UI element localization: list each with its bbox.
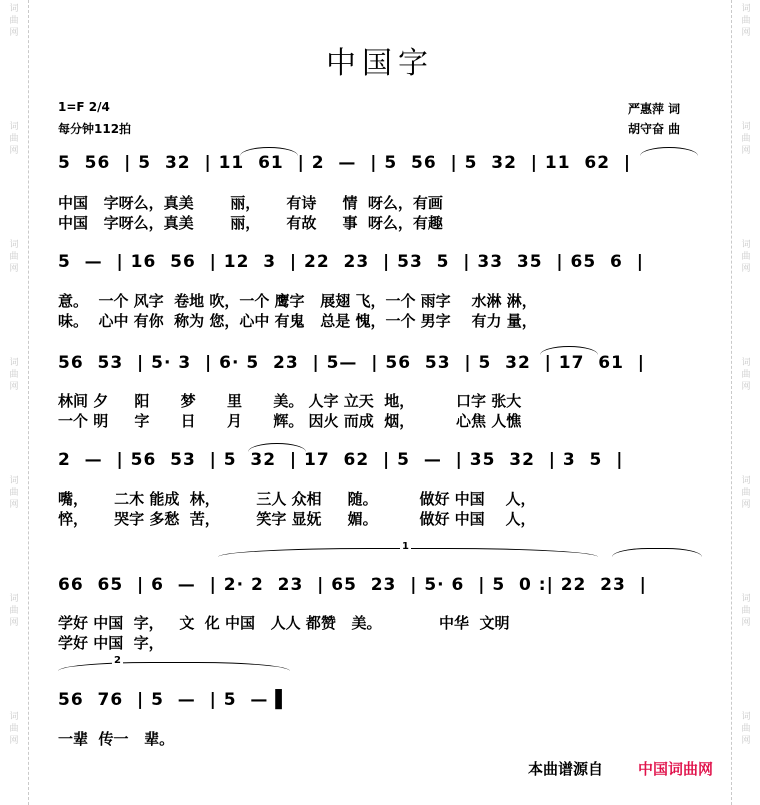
watermark-char: 网 [9,618,19,628]
notation-row-6: 56 76 | 5 — | 5 — ▌ [58,690,290,710]
song-title: 中国字 [326,46,434,81]
lyric-row-6-verse-1: 一辈 传一 辈。 [58,730,175,748]
watermark-char: 网 [9,382,19,392]
watermark-char: 网 [741,618,751,628]
watermark-char: 曲 [741,252,751,262]
left-watermark-column [0,0,29,805]
lyric-row-4-verse-2: 悴， 哭字 多愁 苦， 笑字 显妩 媚。 做好 中国 人， [58,510,536,528]
watermark-char: 网 [9,146,19,156]
lyric-row-5-verse-1: 学好 中国 字， 文 化 中国 人人 都赞 美。 中华 文明 [58,614,510,632]
watermark-char: 词 [741,358,751,368]
lyric-row-2-verse-1: 意。 一个 风字 卷地 吹，一个 鹰字 展翅 飞，一个 雨字 水淋 淋， [58,292,537,310]
slur [540,346,598,355]
watermark-char: 曲 [741,16,751,26]
watermark-char: 曲 [741,488,751,498]
watermark-char: 网 [741,500,751,510]
watermark-char: 曲 [9,724,19,734]
watermark-char: 词 [9,358,19,368]
watermark-char: 网 [9,500,19,510]
lyric-row-1-verse-2: 中国 字呀么，真美 丽， 有故 事 呀么，有趣 [58,214,443,232]
watermark-char: 曲 [9,252,19,262]
second-ending-number: 2 [114,655,121,666]
notation-row-4: 2 — | 56 53 | 5 32 | 17 62 | 5 — | 35 32 | 3 5 | [58,450,624,470]
right-watermark-column [731,0,760,805]
watermark-char: 网 [9,264,19,274]
lyric-row-2-verse-2: 味。 心中 有你 称为 您，心中 有鬼 总是 愧，一个 男字 有力 量， [58,312,537,330]
watermark-char: 词 [9,240,19,250]
watermark-char: 词 [9,712,19,722]
lyric-row-3-verse-1: 林间 夕 阳 梦 里 美。 人字 立天 地， 口字 张大 [58,392,522,410]
second-ending-bracket [58,662,290,671]
watermark-char: 网 [741,264,751,274]
composer-credit: 胡守奋 曲 [628,122,681,136]
notation-row-1: 5 56 | 5 32 | 11 61 | 2 — | 5 56 | 5 32 | 11 62 | [58,153,632,173]
watermark-char: 曲 [741,606,751,616]
watermark-char: 词 [9,594,19,604]
watermark-char: 词 [741,594,751,604]
lyricist-credit: 严惠萍 词 [628,102,681,116]
lyric-row-5-verse-2: 学好 中国 字， [58,634,164,652]
watermark-char: 曲 [9,370,19,380]
watermark-char: 曲 [741,370,751,380]
watermark-char: 曲 [9,488,19,498]
notation-row-3: 56 53 | 5· 3 | 6· 5 23 | 5— | 56 53 | 5 32 | 17 61 | [58,353,645,373]
watermark-char: 网 [741,146,751,156]
watermark-char: 曲 [741,724,751,734]
watermark-char: 词 [9,4,19,14]
slur [240,147,298,156]
watermark-char: 网 [741,28,751,38]
tempo-marking: 每分钟112拍 [58,122,132,136]
watermark-char: 网 [9,28,19,38]
lyric-row-3-verse-2: 一个 明 字 日 月 辉。 因火 而成 烟， 心焦 人憔 [58,412,522,430]
key-signature: 1=F 2/4 [58,100,110,114]
slur [248,443,306,452]
watermark-char: 曲 [741,134,751,144]
slur [640,147,698,156]
watermark-char: 网 [9,736,19,746]
lyric-row-4-verse-1: 嘴， 二木 能成 林， 三人 众相 随。 做好 中国 人， [58,490,536,508]
watermark-char: 曲 [9,134,19,144]
first-ending-bracket-continuation [612,548,702,557]
watermark-char: 曲 [9,606,19,616]
site-name-link[interactable]: 中国词曲网 [638,760,714,778]
source-label: 本曲谱源自 [528,760,604,778]
watermark-char: 曲 [9,16,19,26]
lyric-row-1-verse-1: 中国 字呀么，真美 丽， 有诗 情 呀么，有画 [58,194,443,212]
watermark-char: 网 [741,736,751,746]
watermark-char: 词 [9,122,19,132]
watermark-char: 词 [741,712,751,722]
watermark-char: 词 [741,4,751,14]
notation-row-5: 66 65 | 6 — | 2· 2 23 | 65 23 | 5· 6 | 5 0 :| 22 23 | [58,575,647,595]
watermark-char: 词 [741,476,751,486]
watermark-char: 网 [741,382,751,392]
watermark-char: 词 [741,122,751,132]
notation-row-2: 5 — | 16 56 | 12 3 | 22 23 | 53 5 | 33 35 | 65 6 | [58,252,644,272]
first-ending-number: 1 [402,541,409,552]
watermark-char: 词 [741,240,751,250]
watermark-char: 词 [9,476,19,486]
